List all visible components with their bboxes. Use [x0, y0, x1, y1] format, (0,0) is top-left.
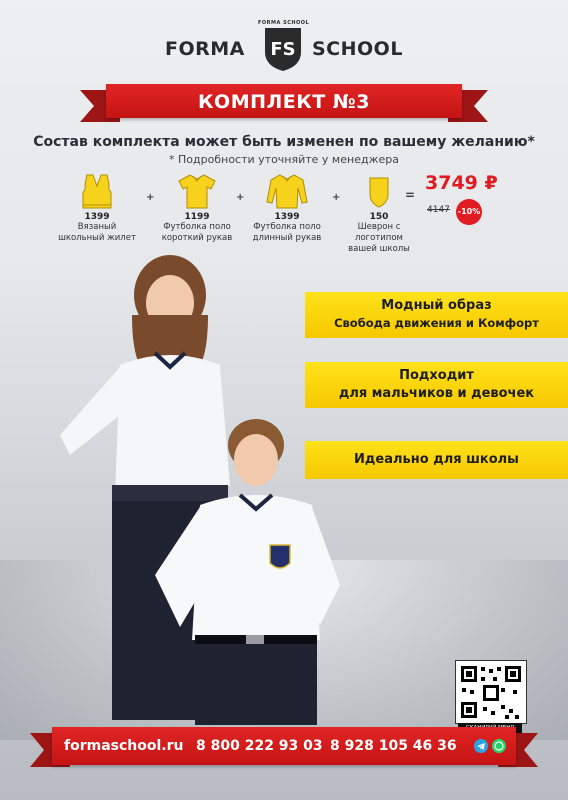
old-price: 4147 [427, 205, 450, 215]
item-polo-long [242, 172, 332, 244]
feature-line2: Свобода движения и Комфорт [334, 316, 539, 330]
plus-sign: + [236, 192, 245, 203]
telegram-icon[interactable] [474, 739, 488, 753]
brand-shield-icon [262, 22, 304, 72]
item-desc-line2: короткий рукав [161, 233, 233, 243]
feature-line1: Подходит [399, 368, 474, 383]
chevron-patch-icon [357, 172, 401, 210]
item-desc-line2: школьный жилет [58, 233, 136, 243]
heading-ribbon [80, 84, 488, 122]
item-desc-line1: Вязаный [77, 222, 117, 232]
website-link[interactable]: formaschool.ru [64, 738, 184, 754]
item-vest [52, 172, 142, 244]
item-price: 1399 [84, 212, 110, 222]
plus-sign: + [146, 192, 155, 203]
total-price: 3749 ₽ [425, 172, 498, 194]
equals-sign: = [405, 188, 416, 202]
footer-ribbon [30, 727, 538, 769]
item-price: 1399 [274, 212, 300, 222]
page-title: КОМПЛЕКТ №3 [198, 91, 370, 113]
feature-line1: Модный образ [381, 298, 492, 313]
phone-link-2[interactable]: 8 928 105 46 36 [330, 738, 457, 754]
brand-logo[interactable] [0, 20, 568, 80]
item-desc-line2: вашей школы [348, 244, 410, 254]
brand-word-left: FORMA [165, 38, 245, 60]
feature-box-school [305, 441, 568, 479]
item-price: 1199 [184, 212, 210, 222]
item-chevron [334, 172, 424, 255]
subtitle: Состав комплекта может быть изменен по вашему желанию* [33, 134, 535, 150]
item-desc-line2: длинный рукав [252, 233, 322, 243]
discount-badge: -10% [456, 199, 482, 225]
feature-line1: Идеально для школы [354, 452, 519, 467]
vest-icon [75, 172, 119, 210]
footnote: * Подробности уточняйте у менеджера [169, 153, 399, 166]
feature-box-unisex [305, 362, 568, 408]
item-desc-line1: Футболка поло [163, 222, 231, 232]
feature-line2: для мальчиков и девочек [338, 386, 535, 401]
phone-link-1[interactable]: 8 800 222 93 03 [196, 738, 323, 754]
qr-pattern-icon [456, 661, 526, 723]
item-price: 150 [369, 212, 389, 222]
brand-mark: FS [270, 39, 296, 60]
polo-short-sleeve-icon [175, 172, 219, 210]
polo-long-sleeve-icon [265, 172, 309, 210]
whatsapp-icon[interactable] [492, 739, 506, 753]
item-desc-line1: Шеврон с логотипом [355, 222, 403, 243]
feature-box-style [305, 292, 568, 338]
item-desc-line1: Футболка поло [253, 222, 321, 232]
brand-word-right: SCHOOL [312, 38, 403, 60]
brand-tag: FORMA SCHOOL [258, 20, 310, 26]
plus-sign: + [332, 192, 341, 203]
qr-code[interactable] [455, 660, 527, 724]
item-polo-short [152, 172, 245, 244]
